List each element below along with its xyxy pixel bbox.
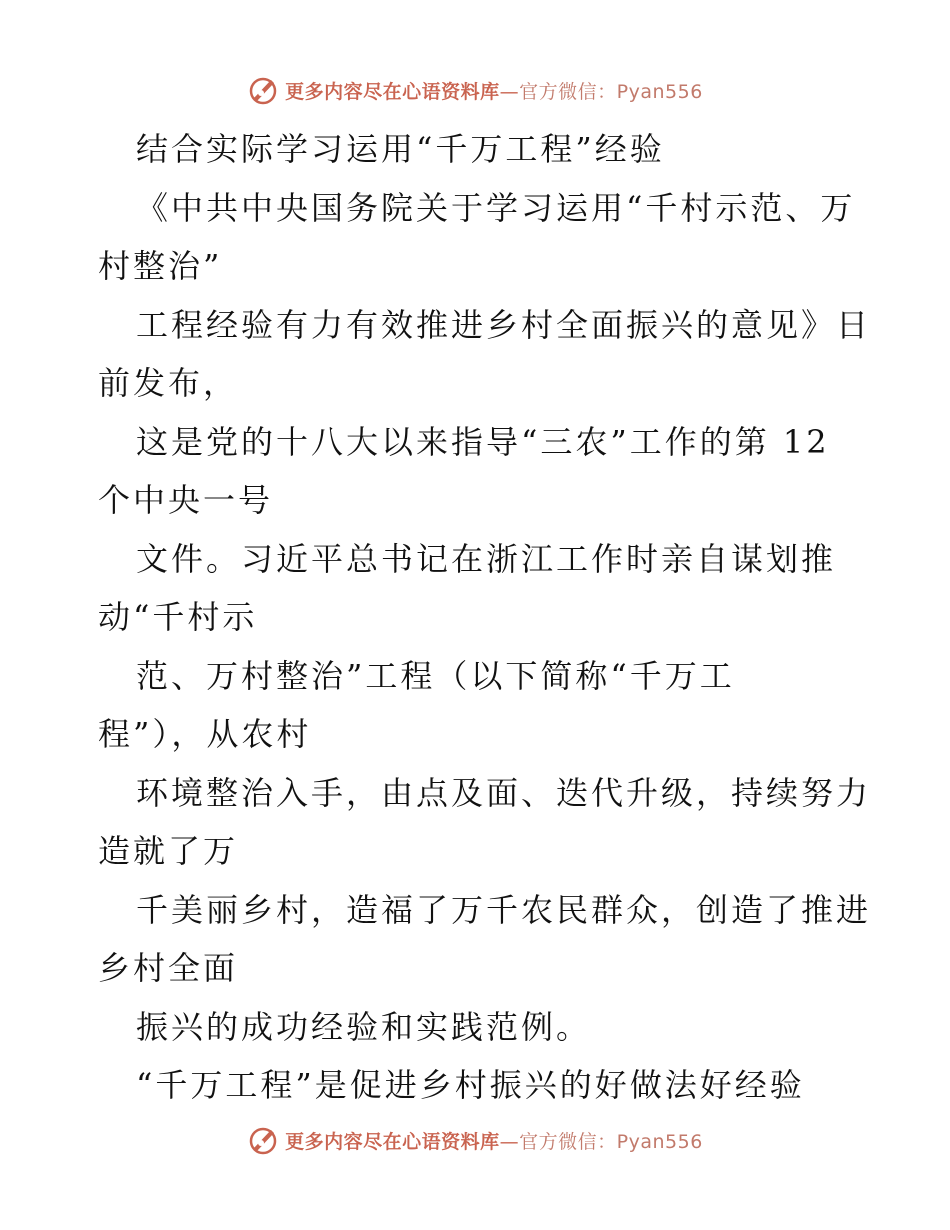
doc-line: 造就了万 xyxy=(98,832,239,870)
header-banner-contact: 官方微信：Pyan556 xyxy=(519,80,703,103)
header-banner-separator: — xyxy=(499,80,520,103)
document-body xyxy=(98,120,872,1115)
doc-line: 结合实际学习运用“千万工程”经验 xyxy=(136,130,665,168)
doc-line: 文件。习近平总书记在浙江工作时亲自谋划推 xyxy=(136,539,837,578)
doc-line: 个中央一号 xyxy=(98,481,274,519)
footer-banner-text xyxy=(285,1127,703,1154)
doc-line: 前发布， xyxy=(98,364,239,402)
doc-line: 乡村全面 xyxy=(98,949,239,987)
footer-banner-main: 更多内容尽在心语资料库 xyxy=(285,1130,500,1153)
footer-banner-separator: — xyxy=(499,1130,520,1153)
doc-line: 工程经验有力有效推进乡村全面振兴的意见》日 xyxy=(136,305,872,344)
footer-banner xyxy=(0,1120,950,1160)
doc-line: 动“千村示 xyxy=(98,598,258,636)
doc-line: 环境整治入手，由点及面、迭代升级，持续努力 xyxy=(136,773,872,812)
header-banner-main: 更多内容尽在心语资料库 xyxy=(285,80,500,103)
doc-line: 振兴的成功经验和实践范例。 xyxy=(136,1007,592,1046)
doc-line: 村整治” xyxy=(98,247,223,285)
footer-banner-contact: 官方微信：Pyan556 xyxy=(519,1130,703,1153)
doc-line: 范、万村整治”工程（以下简称“千万工 xyxy=(136,656,735,695)
doc-line: 这是党的十八大以来指导“三农”工作的第 12 xyxy=(136,422,830,461)
doc-line: 千美丽乡村，造福了万千农民群众，创造了推进 xyxy=(136,890,872,929)
quill-circle-icon xyxy=(247,1124,279,1156)
doc-line: “千万工程”是促进乡村振兴的好做法好经验 xyxy=(136,1066,805,1104)
header-banner xyxy=(0,70,950,110)
header-banner-text xyxy=(285,77,703,104)
doc-line: 程”），从农村 xyxy=(98,715,312,753)
doc-line: 《中共中央国务院关于学习运用“千村示范、万 xyxy=(136,188,856,227)
quill-circle-icon xyxy=(247,74,279,106)
